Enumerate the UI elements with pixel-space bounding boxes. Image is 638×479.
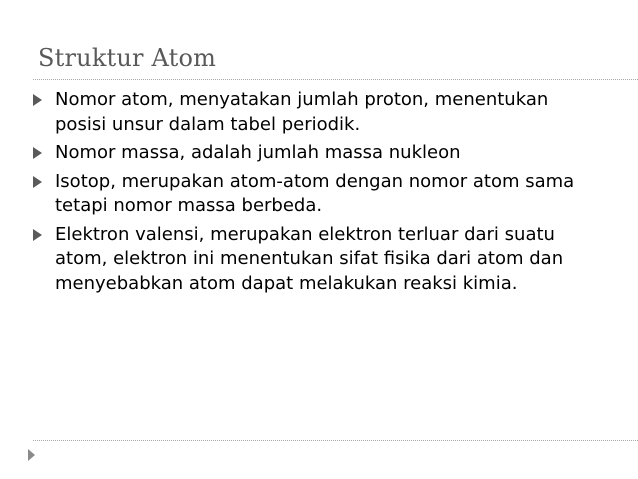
- bullet-text: Nomor massa, adalah jumlah massa nukleon: [55, 142, 461, 163]
- title-divider: [33, 79, 638, 80]
- bullet-item-atomic-number: [33, 88, 603, 137]
- triangle-bullet-icon: [33, 229, 42, 241]
- triangle-bullet-icon: [33, 94, 42, 106]
- bullet-text: Nomor atom, menyatakan jumlah proton, menentukan posisi unsur dalam tabel periodik.: [55, 89, 549, 135]
- bullet-item-mass-number: [33, 141, 603, 166]
- bullet-item-valence-electron: [33, 223, 603, 297]
- bullet-text: Elektron valensi, merupakan elektron terluar dari suatu atom, elektron ini menentukan sifat fisika dari atom dan menyebabkan atom dapat melakukan reaksi kimia.: [55, 223, 564, 294]
- triangle-bullet-icon: [33, 147, 42, 159]
- triangle-footer-icon: [28, 449, 35, 461]
- bullet-list: [33, 88, 603, 300]
- footer-divider: [33, 440, 638, 441]
- triangle-bullet-icon: [33, 176, 42, 188]
- bullet-item-isotope: [33, 170, 603, 219]
- bullet-text: Isotop, merupakan atom-atom dengan nomor atom sama tetapi nomor massa berbeda.: [55, 170, 575, 216]
- slide-title: Struktur Atom: [38, 44, 217, 72]
